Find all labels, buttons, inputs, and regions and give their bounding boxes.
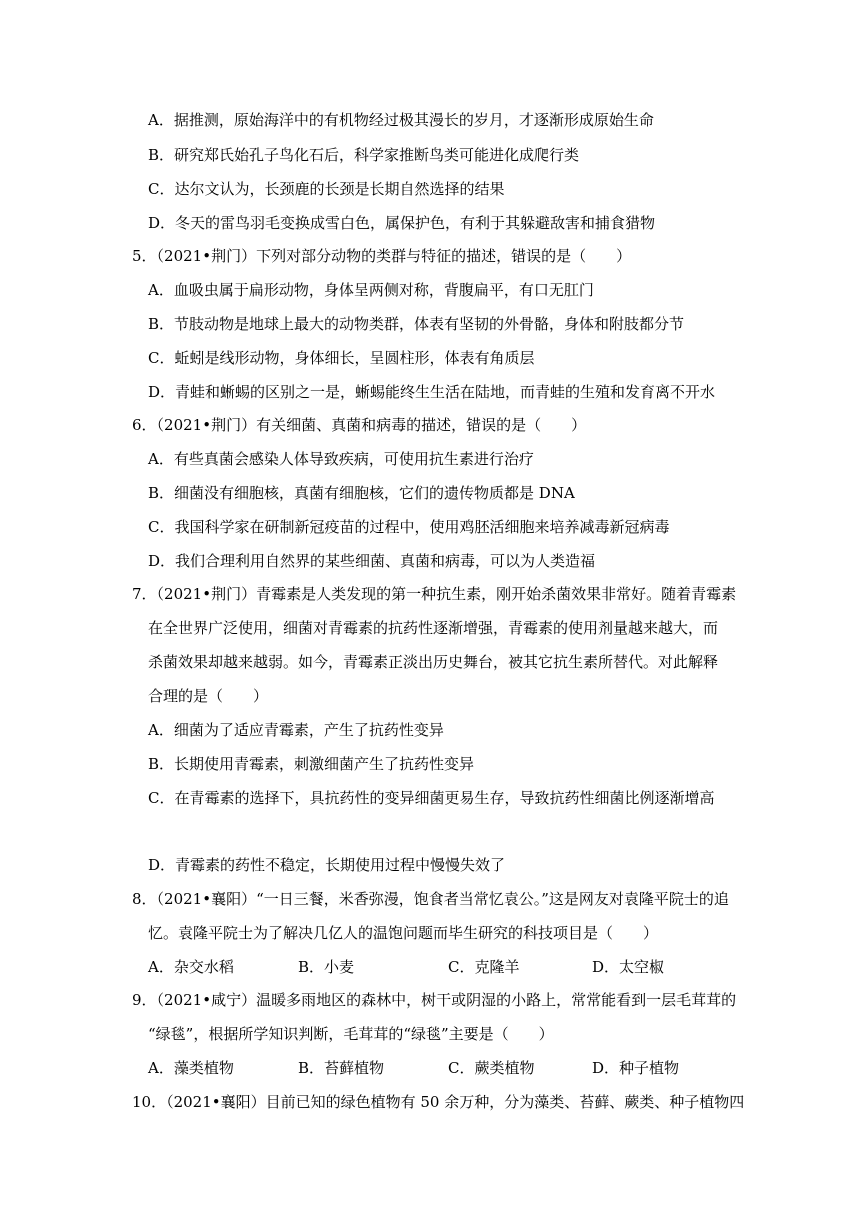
q9-stem-line-1: 9．（2021•咸宁）温暖多雨地区的森林中，树干或阴湿的小路上，常常能看到一层毛茸茸的 (132, 991, 737, 1009)
q8-option-d: D．太空椒 (592, 958, 665, 976)
q7-option-d: D．青霉素的药性不稳定，长期使用过程中慢慢失效了 (148, 856, 506, 874)
q9-option-a: A．藻类植物 (148, 1059, 234, 1077)
q7-option-a: A．细菌为了适应青霉素，产生了抗药性变异 (148, 721, 444, 739)
q9-option-c: C．蕨类植物 (448, 1059, 535, 1077)
q5-option-d: D．青蛙和蜥蜴的区别之一是，蜥蜴能终生生活在陆地，而青蛙的生殖和发育离不开水 (148, 383, 716, 401)
q7-stem-line-2: 在全世界广泛使用，细菌对青霉素的抗药性逐渐增强，青霉素的使用剂量越来越大，而 (148, 619, 719, 637)
q10-stem-line-1: 10．（2021•襄阳）目前已知的绿色植物有 50 余万种，分为藻类、苔藓、蕨类、种子植物四 (132, 1093, 745, 1111)
q8-option-a: A．杂交水稻 (148, 958, 234, 976)
q4-option-a: A．据推测，原始海洋中的有机物经过极其漫长的岁月，才逐渐形成原始生命 (148, 111, 654, 129)
q4-option-b: B．研究郑氏始孔子鸟化石后，科学家推断鸟类可能进化成爬行类 (148, 146, 580, 164)
q7-stem-line-1: 7．（2021•荆门）青霉素是人类发现的第一种抗生素，刚开始杀菌效果非常好。随着青霉素 (132, 585, 737, 603)
q9-stem-line-2: “绿毯”，根据所学知识判断，毛茸茸的“绿毯”主要是（ ） (148, 1025, 554, 1043)
q4-option-c: C．达尔文认为，长颈鹿的长颈是长期自然选择的结果 (148, 180, 505, 198)
q8-stem-line-1: 8．（2021•襄阳）“一日三餐，米香弥漫，饱食者当常忆袁公。”这是网友对袁隆平院士的追 (132, 890, 729, 908)
q8-option-b: B．小麦 (298, 958, 355, 976)
q5-option-a: A．血吸虫属于扁形动物，身体呈两侧对称，背腹扁平，有口无肛门 (148, 281, 594, 299)
q8-stem-line-2: 忆。袁隆平院士为了解决几亿人的温饱问题而毕生研究的科技项目是（ ） (148, 924, 659, 942)
q6-option-b: B．细菌没有细胞核，真菌有细胞核，它们的遗传物质都是 DNA (148, 484, 575, 502)
q5-option-b: B．节肢动物是地球上最大的动物类群，体表有坚韧的外骨骼，身体和附肢都分节 (148, 315, 685, 333)
q6-option-c: C．我国科学家在研制新冠疫苗的过程中，使用鸡胚活细胞来培养减毒新冠病毒 (148, 518, 670, 536)
q6-stem: 6．（2021•荆门）有关细菌、真菌和病毒的描述，错误的是（ ） (132, 416, 587, 434)
q5-stem: 5．（2021•荆门）下列对部分动物的类群与特征的描述，错误的是（ ） (132, 247, 632, 265)
q7-stem-line-3: 杀菌效果却越来越弱。如今，青霉素正淡出历史舞台，被其它抗生素所替代。对此解释 (148, 653, 719, 671)
q6-option-a: A．有些真菌会感染人体导致疾病，可使用抗生素进行治疗 (148, 450, 534, 468)
q9-option-d: D．种子植物 (592, 1059, 680, 1077)
q4-option-d: D．冬天的雷鸟羽毛变换成雪白色，属保护色，有利于其躲避敌害和捕食猎物 (148, 214, 656, 232)
q6-option-d: D．我们合理利用自然界的某些细菌、真菌和病毒，可以为人类造福 (148, 552, 596, 570)
q5-option-c: C．蚯蚓是线形动物，身体细长，呈圆柱形，体表有角质层 (148, 349, 535, 367)
q7-option-c: C．在青霉素的选择下，具抗药性的变异细菌更易生存，导致抗药性细菌比例逐渐增高 (148, 789, 715, 807)
q7-stem-line-4: 合理的是（ ） (148, 687, 269, 705)
q7-option-b: B．长期使用青霉素，刺激细菌产生了抗药性变异 (148, 755, 475, 773)
q9-option-b: B．苔藓植物 (298, 1059, 385, 1077)
q8-option-c: C．克隆羊 (448, 958, 520, 976)
